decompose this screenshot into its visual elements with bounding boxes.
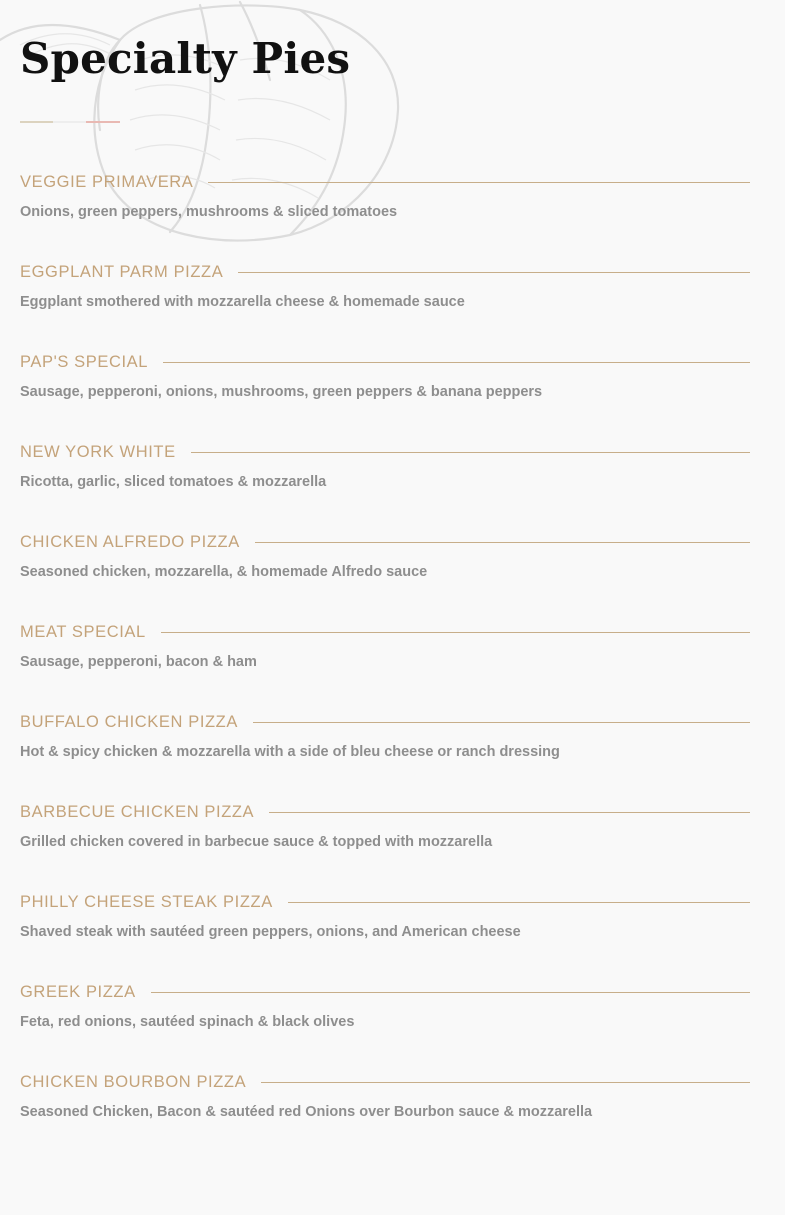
- menu-item-header: [20, 170, 750, 194]
- menu-item-header: [20, 620, 750, 644]
- menu-item-divider: [238, 272, 750, 273]
- menu-item-description: Onions, green peppers, mushrooms & sliced tomatoes: [20, 204, 398, 220]
- menu-item-name: CHICKEN BOURBON PIZZA: [20, 1072, 247, 1091]
- menu-item: [20, 440, 750, 530]
- menu-item-header: [20, 800, 750, 824]
- menu-item-description: Ricotta, garlic, sliced tomatoes & mozzarella: [20, 474, 327, 490]
- menu-item-divider: [253, 722, 750, 723]
- menu-item-description: Eggplant smothered with mozzarella cheese & homemade sauce: [20, 294, 465, 310]
- menu-item-description: Sausage, pepperoni, onions, mushrooms, green peppers & banana peppers: [20, 384, 543, 400]
- menu-item-name: GREEK PIZZA: [20, 982, 136, 1001]
- menu-item-description: Hot & spicy chicken & mozzarella with a side of bleu cheese or ranch dressing: [20, 744, 560, 760]
- menu-item-name: EGGPLANT PARM PIZZA: [20, 262, 224, 281]
- menu-item-divider: [269, 812, 750, 813]
- menu-item-divider: [163, 362, 750, 363]
- menu-item: [20, 710, 750, 800]
- menu-list: [20, 170, 750, 1160]
- menu-item-name: NEW YORK WHITE: [20, 442, 176, 461]
- menu-item: [20, 350, 750, 440]
- menu-item-description: Shaved steak with sautéed green peppers, onions, and American cheese: [20, 924, 521, 940]
- menu-item-name: BUFFALO CHICKEN PIZZA: [20, 712, 238, 731]
- menu-item-name: CHICKEN ALFREDO PIZZA: [20, 532, 240, 551]
- menu-item-header: [20, 710, 750, 734]
- title-divider-segment: [20, 121, 53, 123]
- menu-item-header: [20, 260, 750, 284]
- menu-item-header: [20, 440, 750, 464]
- menu-item-description: Sausage, pepperoni, bacon & ham: [20, 654, 257, 670]
- menu-item-divider: [208, 182, 750, 183]
- title-divider-segment: [53, 121, 86, 123]
- menu-item: [20, 890, 750, 980]
- menu-item: [20, 260, 750, 350]
- menu-item-divider: [161, 632, 750, 633]
- menu-item-divider: [288, 902, 750, 903]
- menu-item-divider: [255, 542, 750, 543]
- menu-item-header: [20, 890, 750, 914]
- menu-item-name: VEGGIE PRIMAVERA: [20, 172, 194, 191]
- menu-item-header: [20, 980, 750, 1004]
- menu-item-header: [20, 350, 750, 374]
- menu-item-name: MEAT SPECIAL: [20, 622, 146, 641]
- menu-item-divider: [191, 452, 750, 453]
- menu-item-header: [20, 1070, 750, 1094]
- menu-item: [20, 800, 750, 890]
- menu-item-name: PAP'S SPECIAL: [20, 352, 149, 371]
- menu-item-description: Seasoned chicken, mozzarella, & homemade Alfredo sauce: [20, 564, 428, 580]
- menu-item-description: Grilled chicken covered in barbecue sauce & topped with mozzarella: [20, 834, 493, 850]
- menu-item: [20, 170, 750, 260]
- menu-item-header: [20, 530, 750, 554]
- menu-item: [20, 530, 750, 620]
- menu-item: [20, 620, 750, 710]
- title-divider: [20, 121, 120, 123]
- title-divider-segment: [86, 121, 120, 123]
- menu-item: [20, 1070, 750, 1160]
- menu-item-divider: [261, 1082, 750, 1083]
- menu-item-description: Feta, red onions, sautéed spinach & black olives: [20, 1014, 355, 1030]
- section-title: Specialty Pies: [20, 34, 351, 83]
- menu-item-name: BARBECUE CHICKEN PIZZA: [20, 802, 255, 821]
- menu-item-divider: [151, 992, 750, 993]
- menu-item: [20, 980, 750, 1070]
- menu-item-description: Seasoned Chicken, Bacon & sautéed red Onions over Bourbon sauce & mozzarella: [20, 1104, 593, 1120]
- menu-item-name: PHILLY CHEESE STEAK PIZZA: [20, 892, 273, 911]
